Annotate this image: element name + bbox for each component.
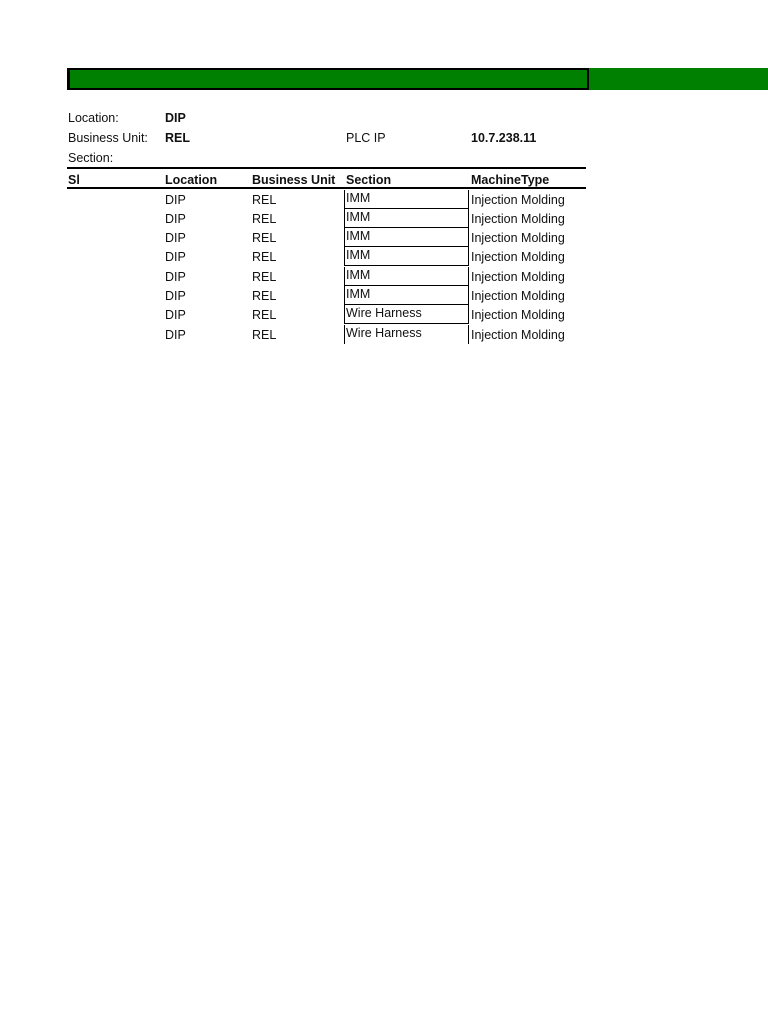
- table-row: [0, 247, 768, 266]
- business-unit-label: Business Unit:: [68, 131, 148, 145]
- cell-business-unit: REL: [252, 231, 277, 245]
- cell-machine-type: Injection Molding: [471, 193, 565, 207]
- cell-section: Wire Harness: [346, 326, 422, 340]
- cell-location: DIP: [165, 250, 186, 264]
- plc-ip-label: PLC IP: [346, 131, 386, 145]
- cell-business-unit: REL: [252, 328, 277, 342]
- cell-section: IMM: [346, 248, 371, 262]
- cell-location: DIP: [165, 270, 186, 284]
- table-row: [0, 209, 768, 228]
- cell-section-box: [344, 267, 469, 286]
- table-row: [0, 286, 768, 305]
- cell-section: IMM: [346, 268, 371, 282]
- cell-location: DIP: [165, 193, 186, 207]
- cell-section: IMM: [346, 191, 371, 205]
- cell-location: DIP: [165, 212, 186, 226]
- cell-section-box: [344, 286, 469, 305]
- cell-machine-type: Injection Molding: [471, 212, 565, 226]
- business-unit-value: REL: [165, 131, 190, 145]
- header-section: Section: [346, 173, 392, 187]
- header-location: Location: [165, 173, 218, 187]
- cell-business-unit: REL: [252, 193, 277, 207]
- cell-section-box: [344, 228, 469, 247]
- plc-ip-value: 10.7.238.11: [471, 131, 537, 145]
- cell-business-unit: REL: [252, 212, 277, 226]
- table-header-bottom-border: [67, 187, 586, 189]
- cell-section-box: [344, 325, 469, 344]
- cell-section: IMM: [346, 287, 371, 301]
- cell-section: Wire Harness: [346, 306, 422, 320]
- cell-location: DIP: [165, 328, 186, 342]
- table-row: [0, 325, 768, 344]
- table-row: [0, 267, 768, 286]
- cell-section-box: [344, 247, 469, 266]
- cell-location: DIP: [165, 231, 186, 245]
- table-row: [0, 228, 768, 247]
- header-machine-type: MachineType: [471, 173, 550, 187]
- cell-section: IMM: [346, 229, 371, 243]
- section-label: Section:: [68, 151, 114, 165]
- header-business-unit: Business Unit: [252, 173, 336, 187]
- cell-location: DIP: [165, 289, 186, 303]
- cell-section: IMM: [346, 210, 371, 224]
- location-value: DIP: [165, 111, 186, 125]
- cell-machine-type: Injection Molding: [471, 270, 565, 284]
- table-row: [0, 305, 768, 324]
- cell-section-box: [344, 209, 469, 228]
- cell-section-box: [344, 190, 469, 209]
- cell-machine-type: Injection Molding: [471, 328, 565, 342]
- cell-machine-type: Injection Molding: [471, 289, 565, 303]
- cell-business-unit: REL: [252, 289, 277, 303]
- cell-location: DIP: [165, 308, 186, 322]
- table-row: [0, 190, 768, 209]
- location-label: Location:: [68, 111, 119, 125]
- cell-business-unit: REL: [252, 308, 277, 322]
- cell-section-box: [344, 305, 469, 324]
- cell-machine-type: Injection Molding: [471, 250, 565, 264]
- title-bar: [67, 68, 768, 90]
- cell-machine-type: Injection Molding: [471, 308, 565, 322]
- header-sl: Sl: [68, 173, 80, 187]
- cell-business-unit: REL: [252, 250, 277, 264]
- cell-business-unit: REL: [252, 270, 277, 284]
- cell-machine-type: Injection Molding: [471, 231, 565, 245]
- table-header-top-border: [67, 167, 586, 169]
